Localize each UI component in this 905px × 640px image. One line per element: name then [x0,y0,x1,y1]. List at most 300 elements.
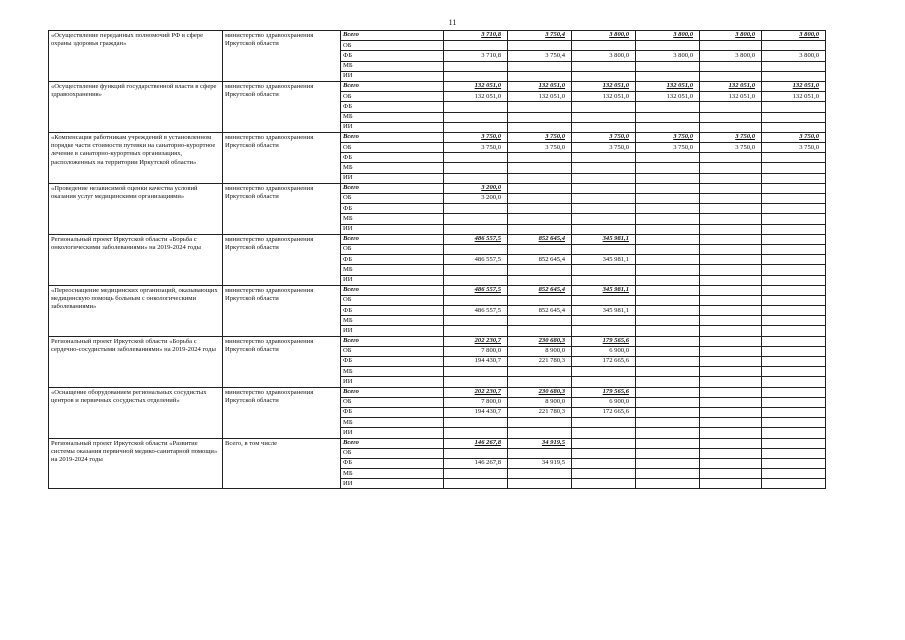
amount-cell [762,306,826,316]
amount-cell [762,336,826,346]
funding-source: ИИ [341,479,444,489]
amount-cell: 146 267,8 [444,438,508,448]
responsible-executor: министерство здравоохранения Иркутской области [223,234,341,285]
amount-cell [762,448,826,458]
amount-cell [636,153,700,163]
amount-cell [508,469,572,479]
amount-cell: 146 267,8 [444,458,508,468]
amount-cell: 486 557,5 [444,255,508,265]
amount-cell: 852 645,4 [508,234,572,244]
amount-cell [700,387,762,397]
amount-cell [700,71,762,81]
amount-cell [700,397,762,407]
amount-cell [636,183,700,193]
amount-cell [444,244,508,254]
amount-cell [636,61,700,71]
amount-cell [700,183,762,193]
table-row [49,132,826,142]
amount-cell [700,214,762,224]
amount-cell [762,275,826,285]
amount-cell [636,448,700,458]
amount-cell: 132 051,0 [508,92,572,102]
amount-cell: 132 051,0 [572,92,636,102]
amount-cell [762,153,826,163]
amount-cell [572,153,636,163]
amount-cell: 3 200,0 [444,183,508,193]
amount-cell: 230 680,3 [508,387,572,397]
amount-cell: 202 230,7 [444,387,508,397]
amount-cell [508,428,572,438]
amount-cell [700,367,762,377]
table-row [49,81,826,91]
amount-cell [444,112,508,122]
amount-cell [572,275,636,285]
amount-cell: 3 800,0 [762,31,826,41]
amount-cell: 3 750,0 [762,143,826,153]
amount-cell [700,275,762,285]
amount-cell [508,418,572,428]
amount-cell [762,407,826,417]
amount-cell [572,194,636,204]
amount-cell: 3 750,0 [572,143,636,153]
funding-source: ФБ [341,306,444,316]
amount-cell [762,295,826,305]
measure-name: «Осуществление переданных полномочий РФ в сфере охраны здоровья граждан» [49,31,223,82]
amount-cell: 3 200,0 [444,194,508,204]
amount-cell [762,122,826,132]
amount-cell [762,224,826,234]
amount-cell: 3 750,0 [444,132,508,142]
amount-cell [572,367,636,377]
amount-cell [508,326,572,336]
amount-cell [636,285,700,295]
amount-cell [508,153,572,163]
amount-cell [636,326,700,336]
amount-cell [636,163,700,173]
amount-cell: 7 800,0 [444,346,508,356]
amount-cell [636,255,700,265]
amount-cell [700,234,762,244]
amount-cell: 486 557,5 [444,306,508,316]
funding-source: ФБ [341,357,444,367]
amount-cell [508,204,572,214]
amount-cell [762,397,826,407]
amount-cell [444,71,508,81]
funding-source: МБ [341,61,444,71]
amount-cell [700,204,762,214]
table-row [49,438,826,448]
amount-cell [762,204,826,214]
amount-cell: 132 051,0 [636,81,700,91]
funding-source: ОБ [341,448,444,458]
amount-cell [636,438,700,448]
amount-cell [636,112,700,122]
amount-cell [572,163,636,173]
amount-cell: 3 800,0 [700,51,762,61]
amount-cell: 3 750,0 [444,143,508,153]
funding-source: ИИ [341,71,444,81]
amount-cell: 852 645,4 [508,285,572,295]
amount-cell [762,194,826,204]
amount-cell [508,244,572,254]
amount-cell [762,61,826,71]
amount-cell [762,469,826,479]
amount-cell [636,428,700,438]
amount-cell [762,214,826,224]
amount-cell [572,418,636,428]
amount-cell [762,357,826,367]
amount-cell [508,316,572,326]
amount-cell [700,346,762,356]
responsible-executor: Всего, в том числе [223,438,341,489]
funding-source: Всего [341,183,444,193]
funding-source: ФБ [341,458,444,468]
funding-source: МБ [341,265,444,275]
amount-cell [636,469,700,479]
amount-cell [700,357,762,367]
amount-cell [508,173,572,183]
amount-cell [572,71,636,81]
amount-cell [508,265,572,275]
funding-source: ОБ [341,244,444,254]
amount-cell [444,316,508,326]
amount-cell [444,295,508,305]
amount-cell [636,458,700,468]
amount-cell [508,377,572,387]
measure-name: «Компенсация работникам учреждений в установленном порядке части стоимости путевки на санаторно-курортное лечение в санаторно-курортных организациях, расположенных на территории Иркутской области» [49,132,223,183]
amount-cell: 3 750,0 [636,132,700,142]
table-row [49,387,826,397]
funding-source: МБ [341,367,444,377]
amount-cell [444,224,508,234]
amount-cell: 6 900,0 [572,346,636,356]
funding-source: ИИ [341,122,444,132]
amount-cell: 132 051,0 [762,81,826,91]
amount-cell [700,428,762,438]
funding-source: Всего [341,81,444,91]
amount-cell: 3 750,4 [508,51,572,61]
amount-cell [636,234,700,244]
amount-cell [700,448,762,458]
amount-cell [572,377,636,387]
funding-source: ОБ [341,92,444,102]
responsible-executor: министерство здравоохранения Иркутской области [223,31,341,82]
amount-cell [572,204,636,214]
amount-cell [700,479,762,489]
amount-cell [572,428,636,438]
funding-source: Всего [341,31,444,41]
amount-cell [572,183,636,193]
amount-cell [444,173,508,183]
amount-cell [636,214,700,224]
amount-cell [636,346,700,356]
amount-cell: 132 051,0 [572,81,636,91]
amount-cell [762,458,826,468]
funding-source: Всего [341,285,444,295]
amount-cell [572,448,636,458]
amount-cell [444,367,508,377]
amount-cell [508,112,572,122]
amount-cell [762,163,826,173]
amount-cell [636,397,700,407]
amount-cell [636,275,700,285]
amount-cell [444,448,508,458]
amount-cell [700,194,762,204]
amount-cell [636,102,700,112]
amount-cell: 221 780,3 [508,407,572,417]
amount-cell: 345 981,1 [572,234,636,244]
amount-cell [636,387,700,397]
amount-cell: 852 645,4 [508,306,572,316]
amount-cell: 3 750,0 [508,132,572,142]
table-row [49,285,826,295]
funding-source: ФБ [341,102,444,112]
responsible-executor: министерство здравоохранения Иркутской области [223,387,341,438]
amount-cell [508,122,572,132]
amount-cell: 345 981,1 [572,306,636,316]
amount-cell [636,367,700,377]
amount-cell [700,244,762,254]
amount-cell [508,102,572,112]
funding-source: ФБ [341,153,444,163]
amount-cell: 3 750,0 [636,143,700,153]
amount-cell [700,377,762,387]
amount-cell: 3 800,0 [700,31,762,41]
amount-cell: 230 680,3 [508,336,572,346]
amount-cell [508,448,572,458]
amount-cell [508,71,572,81]
amount-cell [762,244,826,254]
amount-cell [636,357,700,367]
amount-cell: 3 800,0 [636,31,700,41]
funding-source: ИИ [341,377,444,387]
amount-cell [700,469,762,479]
amount-cell [508,183,572,193]
amount-cell [444,326,508,336]
amount-cell: 132 051,0 [700,92,762,102]
amount-cell [572,244,636,254]
amount-cell [762,316,826,326]
amount-cell [636,173,700,183]
amount-cell [636,122,700,132]
amount-cell [572,438,636,448]
amount-cell: 3 750,0 [762,132,826,142]
amount-cell [636,265,700,275]
amount-cell [444,265,508,275]
amount-cell: 852 645,4 [508,255,572,265]
amount-cell [636,295,700,305]
amount-cell [444,469,508,479]
amount-cell [762,41,826,51]
amount-cell [700,255,762,265]
funding-source: ОБ [341,194,444,204]
funding-source: ИИ [341,224,444,234]
amount-cell: 132 051,0 [444,92,508,102]
amount-cell [762,438,826,448]
amount-cell [700,153,762,163]
amount-cell [636,316,700,326]
funding-source: МБ [341,469,444,479]
amount-cell [762,428,826,438]
amount-cell [572,265,636,275]
amount-cell: 132 051,0 [444,81,508,91]
amount-cell [762,285,826,295]
table-row [49,336,826,346]
measure-name: Региональный проект Иркутской области «Борьба с сердечно-сосудистыми заболеваниями» на 2019-2024 годы [49,336,223,387]
amount-cell: 202 230,7 [444,336,508,346]
amount-cell [636,418,700,428]
amount-cell: 3 800,0 [762,51,826,61]
amount-cell [572,61,636,71]
funding-source: ОБ [341,41,444,51]
amount-cell [762,234,826,244]
table-row [49,183,826,193]
amount-cell [636,224,700,234]
amount-cell [508,275,572,285]
amount-cell [572,469,636,479]
measure-name: Региональный проект Иркутской области «Борьба с онкологическими заболеваниями» на 2019-2024 годы [49,234,223,285]
amount-cell [762,377,826,387]
amount-cell [572,224,636,234]
amount-cell: 486 557,5 [444,285,508,295]
amount-cell [700,306,762,316]
responsible-executor: министерство здравоохранения Иркутской области [223,285,341,336]
amount-cell [508,224,572,234]
budget-table [48,30,826,489]
table-body [49,31,826,489]
amount-cell [762,479,826,489]
amount-cell [636,306,700,316]
amount-cell [762,387,826,397]
amount-cell [444,153,508,163]
amount-cell [572,316,636,326]
amount-cell: 132 051,0 [762,92,826,102]
amount-cell [762,367,826,377]
funding-source: ИИ [341,275,444,285]
responsible-executor: министерство здравоохранения Иркутской области [223,336,341,387]
amount-cell [444,163,508,173]
amount-cell: 3 800,0 [572,31,636,41]
amount-cell [636,377,700,387]
measure-name: «Переоснащение медицинских организаций, оказывающих медицинскую помощь больным с онкологическими заболеваниями» [49,285,223,336]
amount-cell [636,41,700,51]
amount-cell [508,367,572,377]
funding-source: ОБ [341,346,444,356]
amount-cell [444,122,508,132]
amount-cell [508,214,572,224]
funding-source: ФБ [341,407,444,417]
amount-cell: 3 710,8 [444,51,508,61]
funding-source: ИИ [341,428,444,438]
amount-cell [700,438,762,448]
funding-source: ФБ [341,255,444,265]
amount-cell [762,71,826,81]
table-row [49,31,826,41]
amount-cell: 3 800,0 [636,51,700,61]
amount-cell: 8 900,0 [508,397,572,407]
amount-cell [700,265,762,275]
funding-source: МБ [341,418,444,428]
funding-source: ФБ [341,204,444,214]
amount-cell: 3 750,0 [700,132,762,142]
amount-cell [700,316,762,326]
funding-source: Всего [341,336,444,346]
amount-cell: 34 919,5 [508,458,572,468]
amount-cell [636,204,700,214]
amount-cell [700,336,762,346]
amount-cell: 132 051,0 [700,81,762,91]
amount-cell [572,41,636,51]
amount-cell: 345 981,1 [572,285,636,295]
amount-cell [508,479,572,489]
amount-cell [508,295,572,305]
amount-cell: 3 750,4 [508,31,572,41]
funding-source: МБ [341,214,444,224]
amount-cell [700,295,762,305]
amount-cell [444,41,508,51]
amount-cell: 3 750,0 [508,143,572,153]
amount-cell [762,255,826,265]
amount-cell: 179 565,6 [572,387,636,397]
funding-source: ОБ [341,143,444,153]
amount-cell: 172 665,6 [572,357,636,367]
funding-source: ФБ [341,51,444,61]
amount-cell [762,112,826,122]
funding-source: ИИ [341,326,444,336]
amount-cell [508,41,572,51]
page-number: 11 [448,18,457,27]
funding-source: Всего [341,234,444,244]
amount-cell [444,102,508,112]
amount-cell [700,122,762,132]
amount-cell [762,265,826,275]
responsible-executor: министерство здравоохранения Иркутской области [223,81,341,132]
amount-cell: 3 800,0 [572,51,636,61]
amount-cell: 6 900,0 [572,397,636,407]
funding-source: Всего [341,387,444,397]
amount-cell [636,244,700,254]
amount-cell: 194 430,7 [444,357,508,367]
amount-cell [636,479,700,489]
amount-cell [572,112,636,122]
amount-cell [700,61,762,71]
amount-cell [508,61,572,71]
amount-cell [508,194,572,204]
amount-cell [700,285,762,295]
measure-name: Региональный проект Иркутской области «Развитие системы оказания первичной медико-санитарной помощи» на 2019-2024 годы [49,438,223,489]
amount-cell [700,102,762,112]
funding-source: МБ [341,163,444,173]
amount-cell [444,428,508,438]
amount-cell [762,173,826,183]
amount-cell [636,71,700,81]
measure-name: «Проведение независимой оценки качества условий оказания услуг медицинскими организациями» [49,183,223,234]
amount-cell [700,224,762,234]
amount-cell: 132 051,0 [636,92,700,102]
amount-cell [700,326,762,336]
funding-source: МБ [341,112,444,122]
amount-cell [700,173,762,183]
amount-cell [572,102,636,112]
amount-cell [572,122,636,132]
funding-source: МБ [341,316,444,326]
amount-cell [444,214,508,224]
amount-cell [508,163,572,173]
amount-cell: 486 557,5 [444,234,508,244]
amount-cell [444,204,508,214]
amount-cell [700,458,762,468]
amount-cell [444,418,508,428]
